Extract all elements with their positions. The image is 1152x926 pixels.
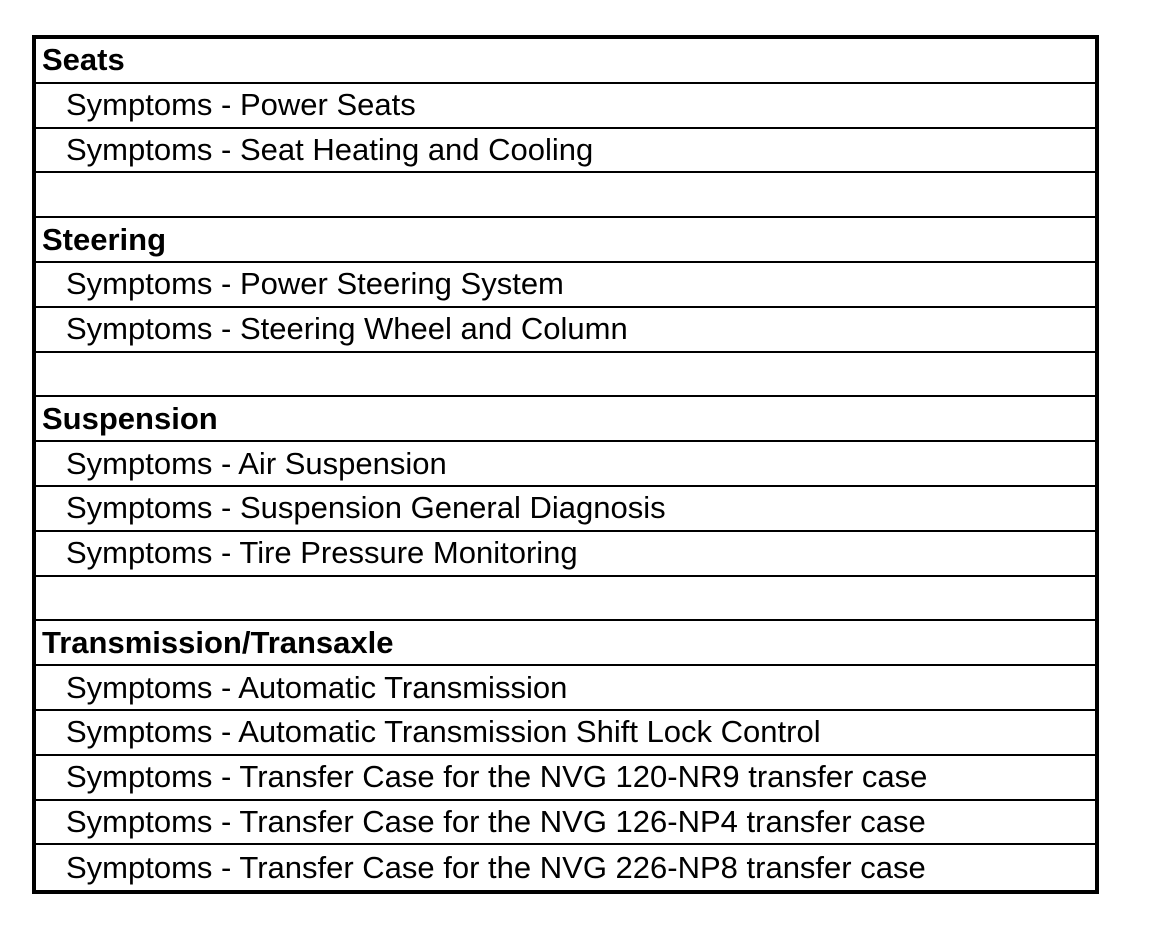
symptom-link-suspension-general-diagnosis[interactable]: Symptoms - Suspension General Diagnosis — [36, 487, 1095, 532]
symptom-link-power-steering-system[interactable]: Symptoms - Power Steering System — [36, 263, 1095, 308]
symptoms-index-table — [32, 35, 1099, 894]
section-spacer — [36, 353, 1095, 398]
symptom-link-shift-lock-control[interactable]: Symptoms - Automatic Transmission Shift Lock Control — [36, 711, 1095, 756]
symptom-link-power-seats[interactable]: Symptoms - Power Seats — [36, 84, 1095, 129]
symptom-link-tire-pressure-monitoring[interactable]: Symptoms - Tire Pressure Monitoring — [36, 532, 1095, 577]
symptom-link-transfer-case-nvg-126-np4[interactable]: Symptoms - Transfer Case for the NVG 126-NP4 transfer case — [36, 801, 1095, 846]
section-spacer — [36, 173, 1095, 218]
section-header-steering: Steering — [36, 218, 1095, 263]
symptom-link-automatic-transmission[interactable]: Symptoms - Automatic Transmission — [36, 666, 1095, 711]
symptom-link-transfer-case-nvg-226-np8[interactable]: Symptoms - Transfer Case for the NVG 226-NP8 transfer case — [66, 849, 926, 885]
section-spacer — [36, 577, 1095, 622]
symptom-link-steering-wheel-column[interactable]: Symptoms - Steering Wheel and Column — [36, 308, 1095, 353]
section-header-transmission-transaxle: Transmission/Transaxle — [36, 621, 1095, 666]
section-header-suspension: Suspension — [36, 397, 1095, 442]
symptom-link-seat-heating-cooling[interactable]: Symptoms - Seat Heating and Cooling — [36, 129, 1095, 174]
symptom-link-transfer-case-nvg-120-nr9[interactable]: Symptoms - Transfer Case for the NVG 120-NR9 transfer case — [36, 756, 1095, 801]
section-header-seats: Seats — [36, 39, 1095, 84]
symptom-link-air-suspension[interactable]: Symptoms - Air Suspension — [36, 442, 1095, 487]
